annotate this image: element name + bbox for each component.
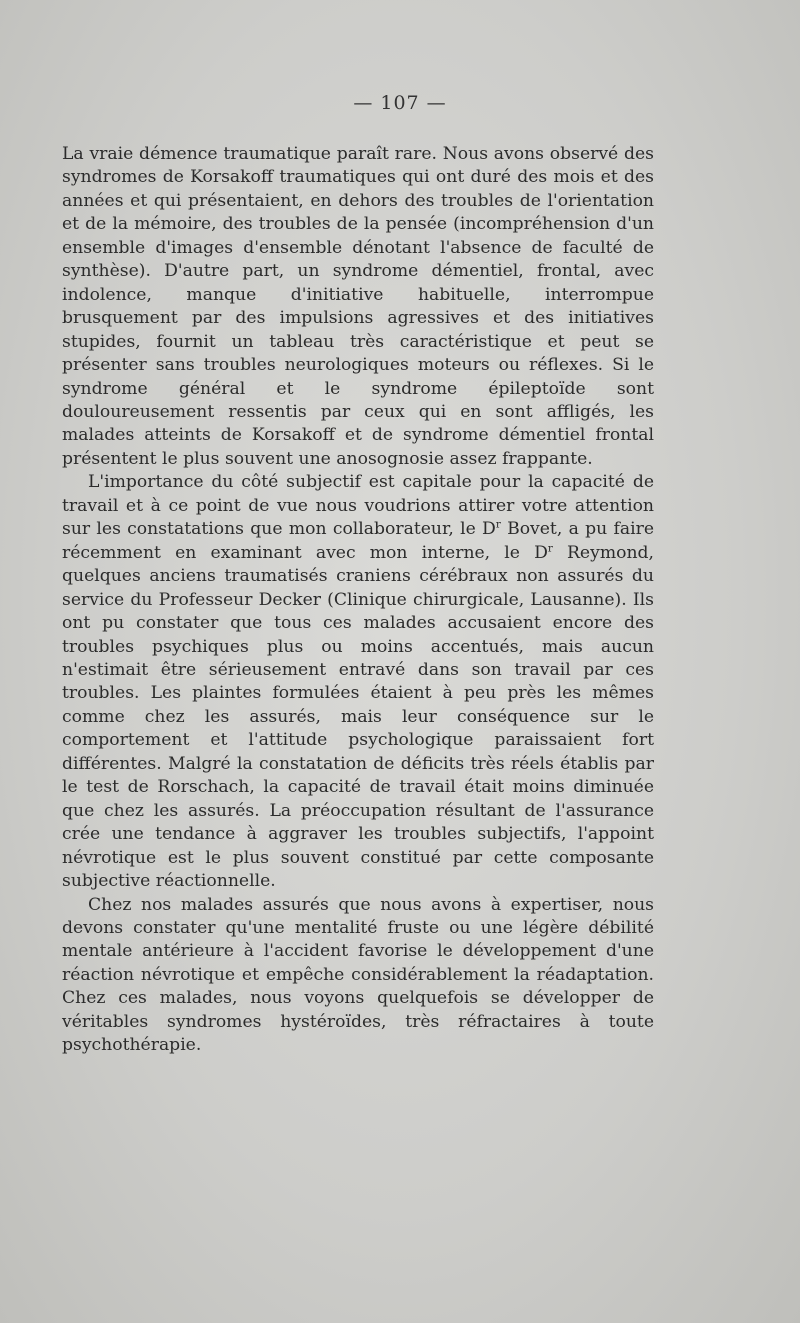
paragraph-2 — [62, 471, 654, 893]
paragraph-1: La vraie démence traumatique paraît rare. Nous avons observé des syndromes de Korsakoff traumatiques qui ont duré des mois et des années et qui présentaient, en dehors des troubles de l'orientation et de la mémoire, des troubles de la pensée (incompréhension d'un ensemble d'images d'ensemble dénotant l'absence de faculté de synthèse). D'autre part, un syndrome démentiel, frontal, avec indolence, manque d'initiative habituelle, interrompue brusquement par des impulsions agressives et des initiatives stupides, fournit un tableau très caractéristique et peut se présenter sans troubles neurologiques moteurs ou réflexes. Si le syndrome général et le syndrome épileptoïde sont douloureusement ressentis par ceux qui en sont affligés, les malades atteints de Korsakoff et de syndrome démentiel frontal présentent le plus souvent une anosognosie assez frappante. — [62, 144, 654, 469]
paragraph-3: Chez nos malades assurés que nous avons à expertiser, nous devons constater qu'une mentalité fruste ou une légère débilité mentale antérieure à l'accident favorise le développement d'une réaction névrotique et empêche considérablement la réadaptation. Chez ces malades, nous voyons quelquefois se développer de véritables syndromes hystéroïdes, très réfractaires à toute psychothérapie. — [62, 894, 654, 1056]
paragraph-2-part-3: Reymond, quelques anciens traumatisés craniens cérébraux non assurés du service du Professeur Decker (Clinique chirurgicale, Lausanne). Ils ont pu constater que tous ces malades accusaient encore des troubles psychiques plus ou moins accentués, mais aucun n'estimait être sérieusement entravé dans son travail par ces troubles. Les plaintes formulées étaient à peu près les mêmes comme chez les assurés, mais leur conséquence sur le comportement et l'attitude psychologique paraissaient fort différentes. Malgré la constatation de déficits très réels établis par le test de Rorschach, la capacité de travail était moins diminuée que chez les assurés. La préoccupation résultant de l'assurance crée une tendance à aggraver les troubles subjectifs, l'appoint névrotique est le plus souvent constitué par cette composante subjective réactionnelle. — [62, 542, 654, 892]
body-text — [62, 143, 654, 1058]
paragraph-2-part-1: L'importance du côté subjectif est capitale pour la capacité de travail et à ce point de vue nous voudrions attirer votre attention sur les constatations que mon collaborateur, le D — [62, 472, 654, 540]
paragraph-2-part-2: Bovet, a pu faire récemment en examinant avec mon interne, le D — [62, 519, 654, 563]
superscript-r-2: r — [547, 541, 553, 554]
superscript-r-1: r — [495, 518, 501, 531]
page-number: — 107 — — [353, 92, 447, 114]
